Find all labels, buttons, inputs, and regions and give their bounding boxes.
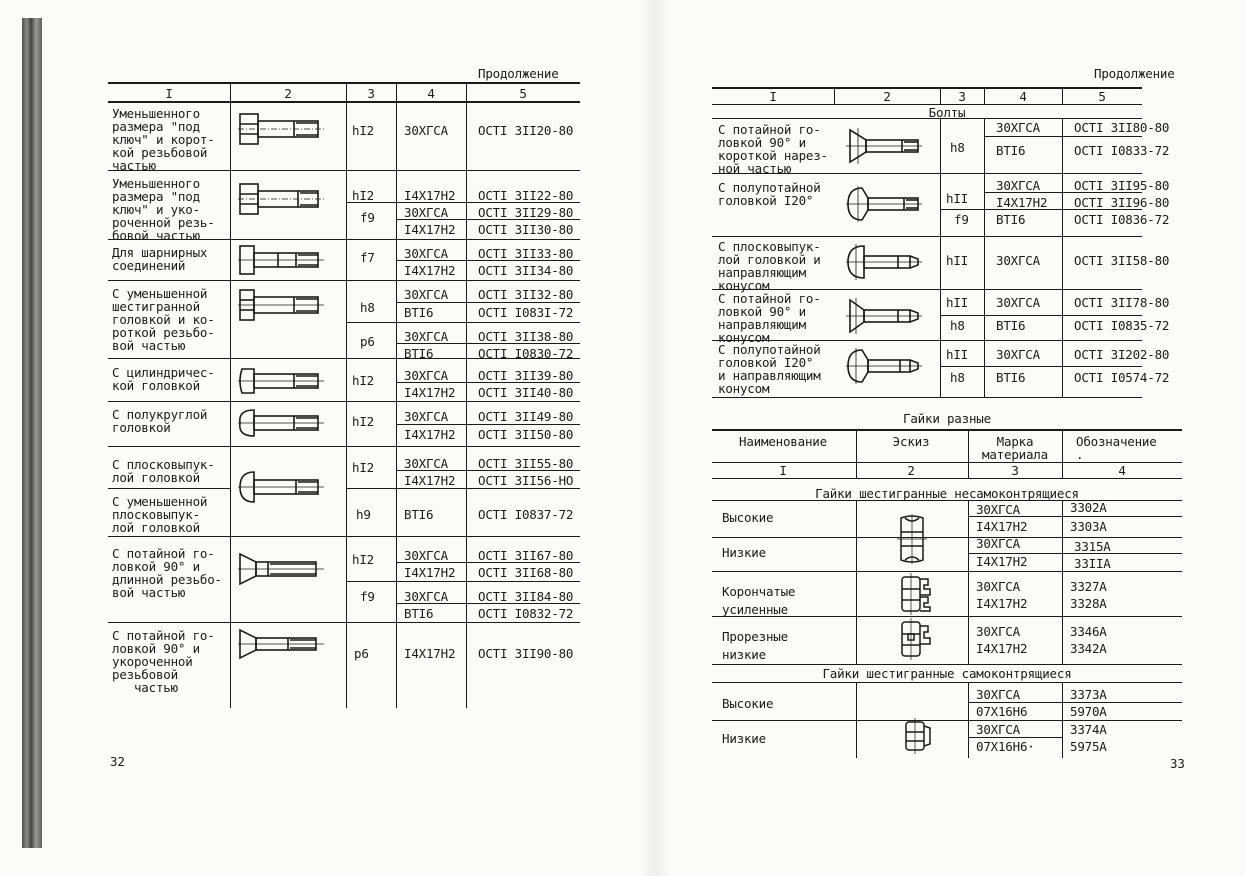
tolerance: h8	[360, 300, 375, 315]
material: 30ХГСА	[404, 589, 448, 604]
standard: ОСТI I0833-72	[1074, 143, 1170, 158]
material: 30ХГСА	[996, 347, 1040, 362]
nut-code: 3374А	[1070, 722, 1107, 737]
bolt-name: С полупотайной головкой I20° и направляющим конусом	[718, 342, 821, 396]
col-header-5: 5	[1098, 89, 1106, 104]
nut-material: I4Х17Н2	[976, 596, 1028, 611]
material: ВТI6	[996, 370, 1026, 385]
nut-material: 07Х16Н6·	[976, 739, 1035, 754]
tolerance: hII	[946, 191, 968, 206]
col-header-3: 3	[367, 86, 375, 101]
material: 30ХГСА	[404, 205, 448, 220]
nut-name: Корончатые усиленные	[722, 584, 796, 617]
material: 30ХГСА	[996, 120, 1040, 135]
tolerance: hI2	[352, 460, 374, 475]
bolt-sketch	[846, 128, 922, 164]
standard: ОСТI 3II29-80	[478, 205, 574, 220]
self-locking-nut-sketch	[902, 718, 932, 754]
col-header-2: 2	[883, 89, 891, 104]
material: ВТI6	[996, 212, 1026, 227]
nut-material: 30ХГСА	[976, 624, 1020, 639]
nut-code: 3302А	[1070, 500, 1107, 515]
material: ВТI6	[404, 305, 434, 320]
nut-name: Низкие	[722, 731, 766, 746]
bolt-name: С уменьшенной шестигранной головкой и ко- роткой резьбо- вой частью	[112, 286, 215, 353]
standard: ОСТI 3I202-80	[1074, 347, 1170, 362]
col-header-4: 4	[427, 86, 435, 101]
tolerance: hII	[946, 347, 968, 362]
material: I4Х17Н2	[404, 222, 456, 237]
nut-material: 30ХГСА	[976, 502, 1020, 517]
tolerance: f9	[954, 212, 969, 227]
nut-code: 5970А	[1070, 704, 1107, 719]
standard: ОСТI 3II33-80	[478, 246, 574, 261]
standard: ОСТI 3II34-80	[478, 263, 574, 278]
nuts-title: Гайки разные	[903, 411, 991, 426]
nuts-section-title: Гайки шестигранные несамоконтрящиеся	[815, 486, 1079, 501]
col-header-4: 4	[1019, 89, 1027, 104]
nuts-col-number: 2	[907, 463, 915, 478]
standard: ОСТI 3II38-80	[478, 329, 574, 344]
material: 30ХГСА	[996, 253, 1040, 268]
bolt-sketch	[846, 244, 922, 280]
material: I4Х17Н2	[404, 427, 456, 442]
standard: ОСТI 3II78-80	[1074, 295, 1170, 310]
nuts-header-sketch: Эскиз	[892, 434, 930, 449]
material: 30ХГСА	[404, 329, 448, 344]
standard: ОСТI I0574-72	[1074, 370, 1170, 385]
bolt-name: С потайной го- ловкой 90° и укороченной резьбовой частью	[112, 628, 215, 695]
bolt-name: С плосковыпук- лой головкой	[112, 457, 215, 485]
nut-material: I4Х17Н2	[976, 519, 1028, 534]
tolerance: hI2	[352, 123, 374, 138]
section-title: Болты	[928, 105, 966, 120]
bolt-sketch	[846, 186, 922, 222]
nut-code: 3373А	[1070, 687, 1107, 702]
standard: ОСТI I0835-72	[1074, 318, 1170, 333]
nut-code: 3346А	[1070, 624, 1107, 639]
nut-code: 3315А	[1074, 539, 1111, 554]
tolerance: f7	[360, 250, 375, 265]
bolt-sketch	[846, 298, 922, 334]
col-header-1: I	[165, 86, 173, 101]
material: 30ХГСА	[404, 368, 448, 383]
material: ВТI6	[404, 606, 434, 621]
nut-name: Прорезные низкие	[722, 629, 788, 662]
material: 30ХГСА	[404, 123, 448, 138]
nut-material: 30ХГСА	[976, 722, 1020, 737]
tolerance: p6	[360, 334, 375, 349]
nuts-section-title: Гайки шестигранные самоконтрящиеся	[822, 666, 1072, 681]
continuation-label: Продолжение	[1094, 66, 1175, 81]
standard: ОСТI I0832-72	[478, 606, 574, 621]
tolerance: hI2	[352, 373, 374, 388]
material: I4Х17Н2	[404, 646, 456, 661]
nut-code: 3342А	[1070, 641, 1107, 656]
nut-code: 33IIА	[1074, 556, 1111, 571]
tolerance: p6	[354, 646, 369, 661]
standard: ОСТI 3II67-80	[478, 548, 574, 563]
tolerance: hII	[946, 253, 968, 268]
standard: ОСТI 3II95-80	[1074, 178, 1170, 193]
standard: ОСТI 3II80-80	[1074, 120, 1170, 135]
bolt-name: Уменьшенного размера "под ключ" и уко- роченной резь- бовой частью	[112, 176, 215, 243]
material: 30ХГСА	[404, 409, 448, 424]
bolt-name: С плосковыпук- лой головкой и направляющим конусом	[718, 239, 821, 293]
material: 30ХГСА	[404, 456, 448, 471]
material: 30ХГСА	[996, 178, 1040, 193]
bolt-name: С уменьшенной плосковыпук- лой головкой	[112, 494, 208, 535]
bolt-name: С потайной го- ловкой 90° и короткой нарез- ной частью	[718, 122, 828, 176]
bolt-name: С цилиндричес- кой головкой	[112, 365, 215, 393]
tolerance: f9	[360, 210, 375, 225]
material: 30ХГСА	[404, 287, 448, 302]
standard: ОСТI 3II84-80	[478, 589, 574, 604]
standard: ОСТI 3II49-80	[478, 409, 574, 424]
standard: ОСТI 3II90-80	[478, 646, 574, 661]
bolt-name: Для шарнирных соединений	[112, 245, 208, 273]
continuation-label: Продолжение	[478, 66, 559, 81]
nut-name: Высокие	[722, 510, 774, 525]
standard: ОСТI I0836-72	[1074, 212, 1170, 227]
col-header-2: 2	[284, 86, 292, 101]
tolerance: hII	[946, 295, 968, 310]
nut-material: 07Х16Н6	[976, 704, 1028, 719]
tolerance: hI2	[352, 552, 374, 567]
standard: ОСТI I0837-72	[478, 507, 574, 522]
nut-name: Высокие	[722, 696, 774, 711]
standard: ОСТI 3II22-80	[478, 188, 574, 203]
bolt-sketch	[846, 348, 922, 384]
standard: ОСТI 3II96-80	[1074, 195, 1170, 210]
standard: ОСТI 3II58-80	[1074, 253, 1170, 268]
nuts-header-material: Марка материала	[982, 434, 1048, 462]
bolt-name: С полупотайной головкой I20°	[718, 180, 821, 208]
col-header-1: I	[769, 89, 777, 104]
material: I4Х17Н2	[404, 473, 456, 488]
nut-name: Низкие	[722, 545, 766, 560]
nut-material: 30ХГСА	[976, 536, 1020, 551]
material: 30ХГСА	[404, 548, 448, 563]
nut-code: 5975А	[1070, 739, 1107, 754]
bolt-name: Уменьшенного размера "под ключ" и корот- кой резьбовой частью	[112, 106, 215, 173]
standard: ОСТI 3II50-80	[478, 427, 574, 442]
bolt-name: С полукруглой головкой	[112, 407, 208, 435]
standard: ОСТI 3II55-80	[478, 456, 574, 471]
material: 30ХГСА	[996, 295, 1040, 310]
page-number: 32	[110, 754, 125, 769]
material: ВТI6	[996, 318, 1026, 333]
bolt-name: С потайной го- ловкой 90° и длинной резьбо- вой частью	[112, 546, 222, 600]
nut-material: I4Х17Н2	[976, 554, 1028, 569]
standard: ОСТI 3II20-80	[478, 123, 574, 138]
standard: ОСТI 3II39-80	[478, 368, 574, 383]
col-header-3: 3	[958, 89, 966, 104]
tolerance: h8	[950, 318, 965, 333]
tolerance: h8	[950, 140, 965, 155]
standard: ОСТI 3II68-80	[478, 565, 574, 580]
nut-code: 3303А	[1070, 519, 1107, 534]
standard: ОСТI 3II56-НО	[478, 473, 574, 488]
standard: ОСТI I083I-72	[478, 305, 574, 320]
material: ВТI6	[404, 346, 434, 361]
tolerance: hI2	[352, 188, 374, 203]
material: I4Х17Н2	[996, 195, 1048, 210]
material: I4Х17Н2	[404, 565, 456, 580]
high-nut-sketch	[897, 514, 927, 564]
nuts-col-number: I	[779, 463, 787, 478]
bolt-name: С потайной го- ловкой 90° и направляющим конусом	[718, 291, 821, 345]
standard: ОСТI 3II40-80	[478, 385, 574, 400]
tolerance: hI2	[352, 414, 374, 429]
standard: ОСТI 3II32-80	[478, 287, 574, 302]
slotted-nut-sketch	[898, 618, 938, 660]
nut-code: 3327А	[1070, 579, 1107, 594]
material: ВТI6	[996, 143, 1026, 158]
standard: ОСТI I0830-72	[478, 346, 574, 361]
nut-material: 30ХГСА	[976, 579, 1020, 594]
material: I4Х17Н2	[404, 385, 456, 400]
tolerance: h9	[356, 507, 371, 522]
material: I4Х17Н2	[404, 188, 456, 203]
nut-material: I4Х17Н2	[976, 641, 1028, 656]
col-header-5: 5	[519, 86, 527, 101]
nut-material: 30ХГСА	[976, 687, 1020, 702]
nuts-col-number: 3	[1011, 463, 1019, 478]
tolerance: f9	[360, 589, 375, 604]
standard: ОСТI 3II30-80	[478, 222, 574, 237]
material: 30ХГСА	[404, 246, 448, 261]
nut-code: 3328А	[1070, 596, 1107, 611]
nuts-header-name: Наименование	[739, 434, 827, 449]
nuts-header-code: Обозначение .	[1076, 434, 1157, 462]
nuts-col-number: 4	[1118, 463, 1126, 478]
material: ВТI6	[404, 507, 434, 522]
material: I4Х17Н2	[404, 263, 456, 278]
tolerance: h8	[950, 370, 965, 385]
castle-nut-sketch	[898, 573, 938, 615]
page-number: 33	[1170, 756, 1185, 771]
